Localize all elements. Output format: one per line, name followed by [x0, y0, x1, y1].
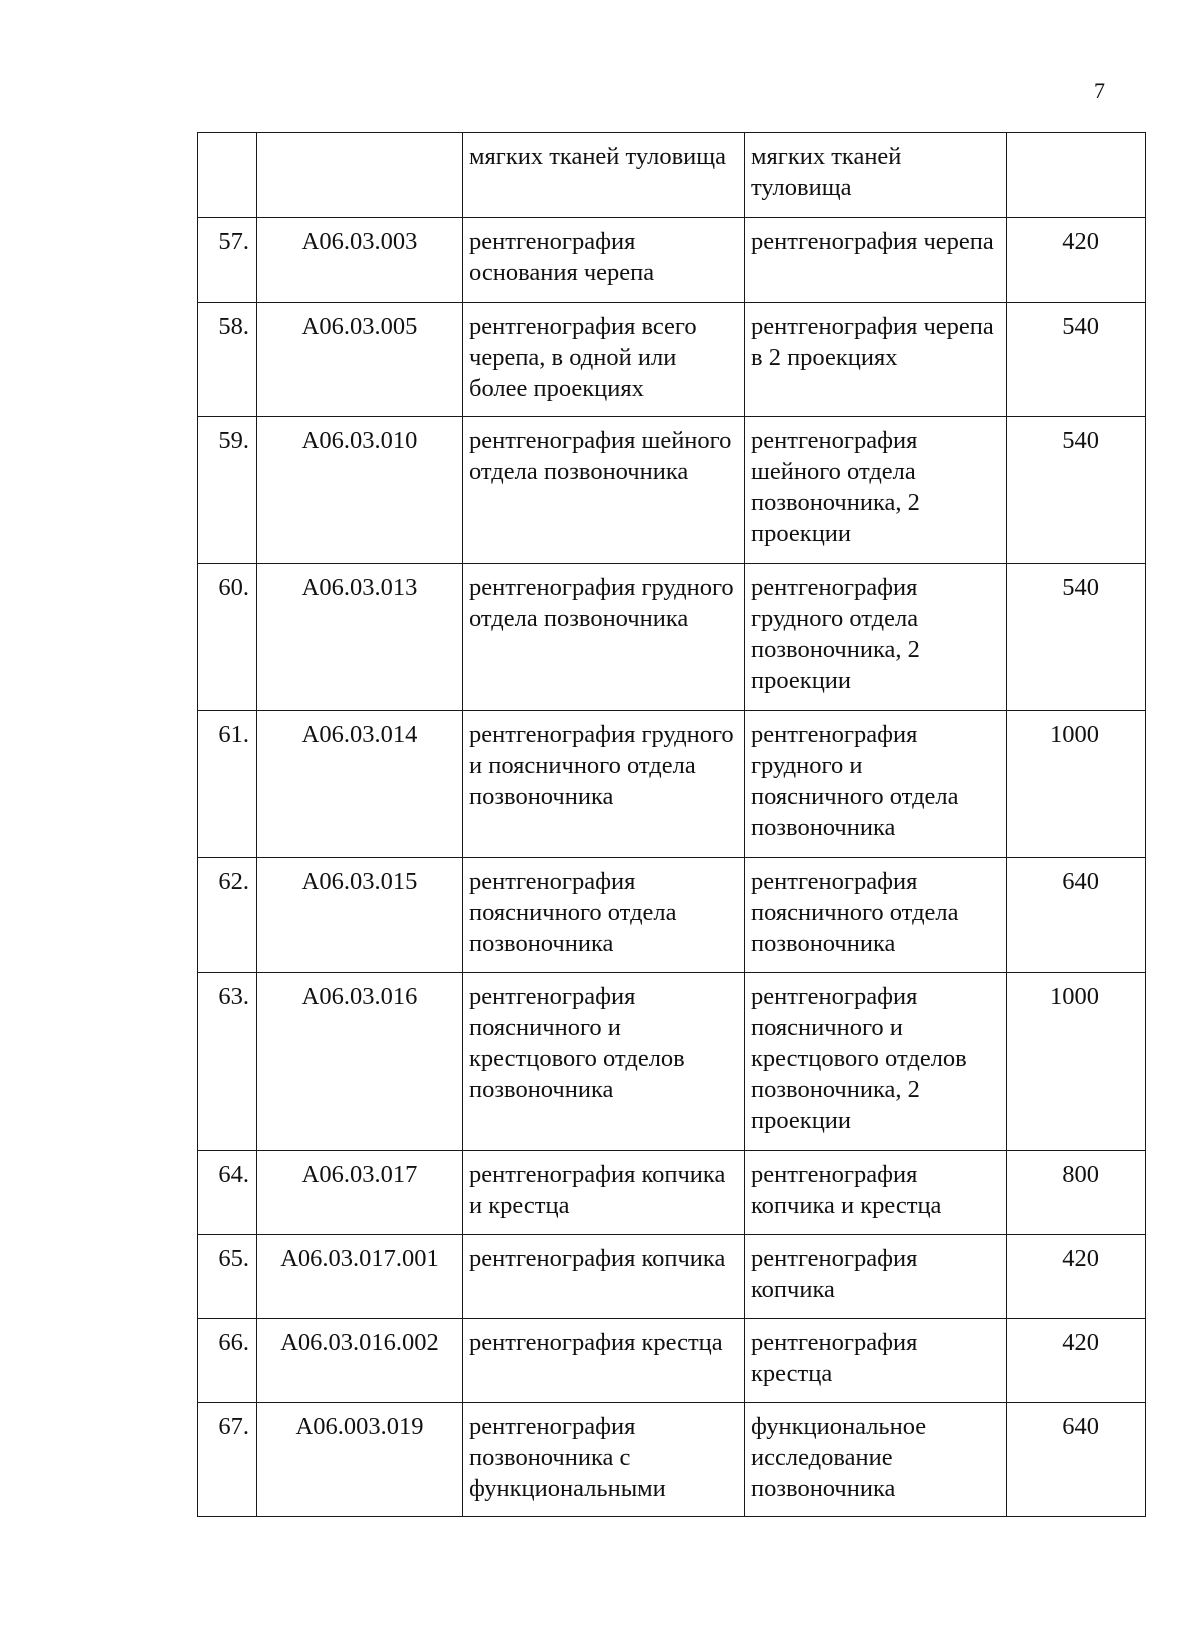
service-code: А06.003.019	[295, 1413, 424, 1440]
service-code-cell	[257, 133, 463, 218]
table-row	[198, 1235, 1146, 1319]
service-name-cell	[745, 1319, 1007, 1403]
service-name: функциональное исследование позвоночника	[751, 1413, 927, 1502]
row-number-cell	[198, 973, 257, 1151]
service-name: рентгенография копчика	[751, 1245, 918, 1303]
row-number: 63.	[218, 983, 249, 1010]
row-number: 66.	[218, 1329, 249, 1356]
service-code: А06.03.005	[301, 313, 418, 340]
page-number: 7	[1094, 78, 1105, 103]
row-number: 61.	[218, 721, 249, 748]
row-number: 67.	[218, 1413, 249, 1440]
price: 540	[1062, 427, 1099, 454]
nomenclature-name: рентгенография всего черепа, в одной или более проекциях	[469, 313, 697, 402]
row-number-cell	[198, 1235, 257, 1319]
row-number-cell	[198, 303, 257, 417]
service-code-cell	[257, 303, 463, 417]
price: 640	[1062, 1413, 1099, 1440]
price: 540	[1062, 574, 1099, 601]
price-cell	[1007, 1235, 1146, 1319]
nomenclature-name-cell	[463, 133, 745, 218]
service-name: мягких тканей туловища	[751, 143, 902, 201]
row-number: 64.	[218, 1161, 249, 1188]
nomenclature-name-cell	[463, 858, 745, 973]
service-code: А06.03.013	[301, 574, 418, 601]
nomenclature-name: рентгенография шейного отдела позвоночника	[469, 427, 732, 485]
nomenclature-name: рентгенография грудного и поясничного отдела позвоночника	[469, 721, 734, 810]
nomenclature-name: рентгенография крестца	[469, 1329, 723, 1356]
service-name: рентгенография поясничного и крестцового отделов позвоночника, 2 проекции	[751, 983, 967, 1134]
row-number: 65.	[218, 1245, 249, 1272]
service-name-cell	[745, 417, 1007, 564]
service-name: рентгенография грудного и поясничного отдела позвоночника	[751, 721, 959, 841]
service-code-cell	[257, 218, 463, 303]
row-number: 59.	[218, 427, 249, 454]
nomenclature-name-cell	[463, 218, 745, 303]
table-row	[198, 1151, 1146, 1235]
service-name-cell	[745, 711, 1007, 858]
price-cell	[1007, 1151, 1146, 1235]
price: 420	[1062, 1245, 1099, 1272]
nomenclature-name: рентгенография поясничного и крестцового отделов позвоночника	[469, 983, 685, 1103]
nomenclature-name: рентгенография поясничного отдела позвоночника	[469, 868, 677, 957]
service-name: рентгенография крестца	[751, 1329, 918, 1387]
service-name-cell	[745, 218, 1007, 303]
service-name: рентгенография черепа в 2 проекциях	[751, 313, 994, 371]
price: 1000	[1050, 721, 1099, 748]
row-number-cell	[198, 564, 257, 711]
table-row	[198, 858, 1146, 973]
service-name-cell	[745, 858, 1007, 973]
service-code: А06.03.003	[301, 228, 418, 255]
nomenclature-name-cell	[463, 564, 745, 711]
service-code: А06.03.015	[301, 868, 418, 895]
row-number: 57.	[218, 228, 249, 255]
nomenclature-name: рентгенография грудного отдела позвоночника	[469, 574, 734, 632]
service-code-cell	[257, 564, 463, 711]
service-name-cell	[745, 973, 1007, 1151]
price-cell	[1007, 564, 1146, 711]
price: 1000	[1050, 983, 1099, 1010]
service-name: рентгенография поясничного отдела позвоночника	[751, 868, 959, 957]
price-cell	[1007, 218, 1146, 303]
service-code-cell	[257, 1403, 463, 1517]
nomenclature-name-cell	[463, 1151, 745, 1235]
price: 420	[1062, 1329, 1099, 1356]
service-code: А06.03.017.001	[280, 1245, 439, 1272]
service-name: рентгенография черепа	[751, 228, 994, 255]
service-name-cell	[745, 1235, 1007, 1319]
service-code-cell	[257, 858, 463, 973]
service-name-cell	[745, 564, 1007, 711]
service-name-cell	[745, 1403, 1007, 1517]
nomenclature-name-cell	[463, 1235, 745, 1319]
nomenclature-name: рентгенография копчика	[469, 1245, 726, 1272]
service-code: А06.03.016	[301, 983, 418, 1010]
row-number-cell	[198, 858, 257, 973]
price: 800	[1062, 1161, 1099, 1188]
service-name-cell	[745, 1151, 1007, 1235]
row-number-cell	[198, 218, 257, 303]
nomenclature-name-cell	[463, 417, 745, 564]
service-code: А06.03.017	[301, 1161, 418, 1188]
nomenclature-name-cell	[463, 973, 745, 1151]
table-row	[198, 218, 1146, 303]
nomenclature-name: мягких тканей туловища	[469, 143, 726, 170]
service-name-cell	[745, 133, 1007, 218]
row-number-cell	[198, 1151, 257, 1235]
service-code-cell	[257, 1319, 463, 1403]
nomenclature-name-cell	[463, 303, 745, 417]
table-row	[198, 417, 1146, 564]
row-number-cell	[198, 133, 257, 218]
nomenclature-name-cell	[463, 711, 745, 858]
nomenclature-name: рентгенография позвоночника с функциональными	[469, 1413, 666, 1502]
service-name: рентгенография копчика и крестца	[751, 1161, 942, 1219]
service-code-cell	[257, 973, 463, 1151]
row-number: 62.	[218, 868, 249, 895]
table-row	[198, 973, 1146, 1151]
price-cell	[1007, 973, 1146, 1151]
price: 540	[1062, 313, 1099, 340]
row-number-cell	[198, 1319, 257, 1403]
table-row	[198, 564, 1146, 711]
price-cell	[1007, 133, 1146, 218]
service-name: рентгенография грудного отдела позвоночника, 2 проекции	[751, 574, 920, 694]
service-code: А06.03.016.002	[280, 1329, 439, 1356]
service-name-cell	[745, 303, 1007, 417]
price-cell	[1007, 711, 1146, 858]
row-number: 60.	[218, 574, 249, 601]
price-cell	[1007, 303, 1146, 417]
service-code: А06.03.010	[301, 427, 418, 454]
service-code-cell	[257, 417, 463, 564]
price-cell	[1007, 1403, 1146, 1517]
table-row	[198, 1403, 1146, 1517]
price-cell	[1007, 1319, 1146, 1403]
row-number-cell	[198, 417, 257, 564]
service-code-cell	[257, 1151, 463, 1235]
nomenclature-name: рентгенография основания черепа	[469, 228, 655, 286]
price-cell	[1007, 417, 1146, 564]
price: 420	[1062, 228, 1099, 255]
service-code: А06.03.014	[301, 721, 418, 748]
row-number: 58.	[218, 313, 249, 340]
service-code-cell	[257, 711, 463, 858]
price-cell	[1007, 858, 1146, 973]
table-row	[198, 303, 1146, 417]
nomenclature-name-cell	[463, 1319, 745, 1403]
service-name: рентгенография шейного отдела позвоночника, 2 проекции	[751, 427, 920, 547]
table-row	[198, 133, 1146, 218]
row-number-cell	[198, 1403, 257, 1517]
table-row	[198, 711, 1146, 858]
price-table	[197, 132, 1146, 1517]
row-number-cell	[198, 711, 257, 858]
nomenclature-name-cell	[463, 1403, 745, 1517]
table-row	[198, 1319, 1146, 1403]
price: 640	[1062, 868, 1099, 895]
nomenclature-name: рентгенография копчика и крестца	[469, 1161, 726, 1219]
service-code-cell	[257, 1235, 463, 1319]
